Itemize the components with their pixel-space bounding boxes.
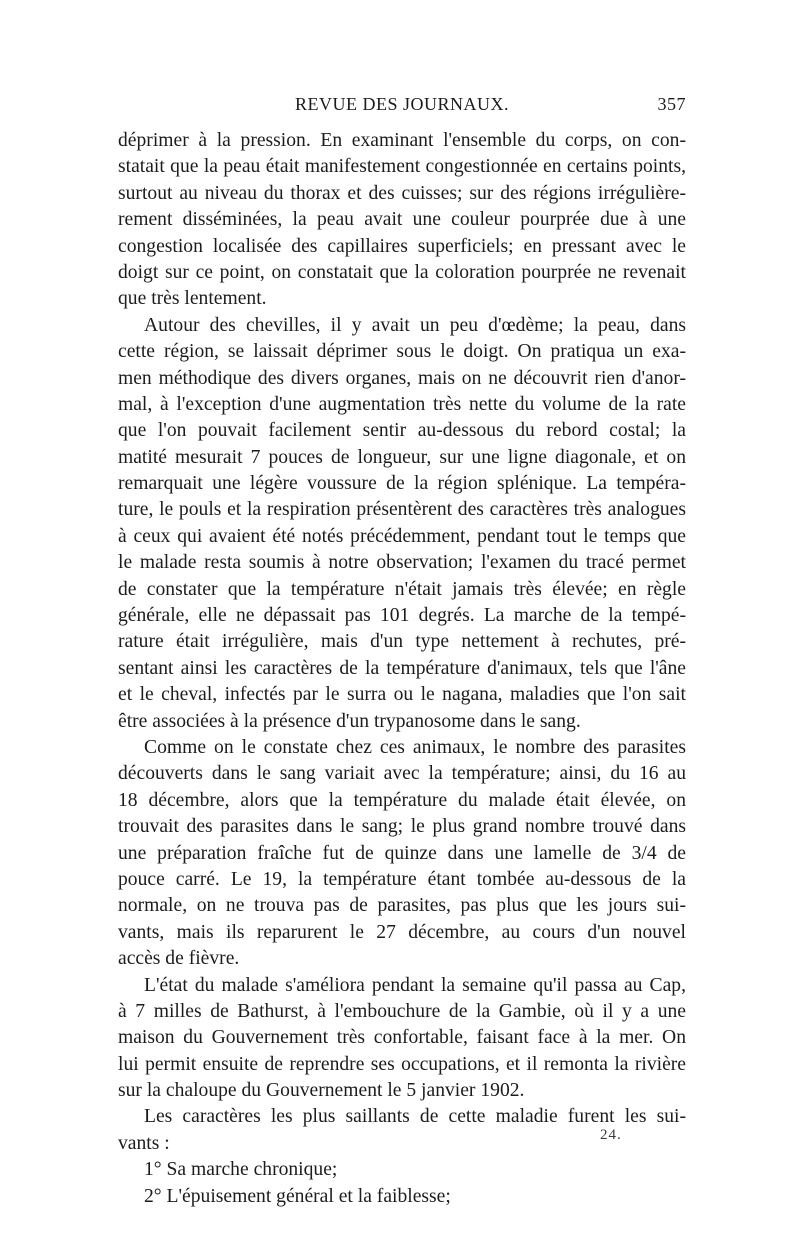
text-line: matité mesurait 7 pouces de longueur, sur une ligne diagonale, et on [118, 446, 686, 468]
text-line: accès de fièvre. [118, 948, 240, 970]
running-head [118, 94, 686, 120]
text-line: pouce carré. Le 19, la température étant tombée au-dessous de la [118, 868, 686, 890]
text-line: de constater que la température n'était jamais très élevée; en règle [118, 578, 686, 600]
text-line: doigt sur ce point, on constatait que la coloration pourprée ne revenait [118, 261, 686, 283]
text-line: trouvait des parasites dans le sang; le plus grand nombre trouvé dans [118, 816, 686, 838]
text-line: déprimer à la pression. En examinant l'ensemble du corps, on con- [118, 130, 686, 151]
running-title: REVUE DES JOURNAUX. [294, 94, 509, 114]
text-line: 18 décembre, alors que la température du malade était élevée, on [118, 789, 686, 811]
text-line: Les caractères les plus saillants de cette maladie furent les sui- [144, 1106, 686, 1128]
text-line: 1° Sa marche chronique; [144, 1159, 338, 1181]
text-line: découverts dans le sang variait avec la température; ainsi, du 16 au [118, 763, 686, 785]
text-line: et le cheval, infectés par le surra ou le nagana, maladies que l'on sait [118, 684, 686, 706]
text-line: statait que la peau était manifestement congestionnée en certains points, [118, 156, 686, 178]
text-line: que très lentement. [118, 288, 267, 310]
text-line: normale, on ne trouva pas de parasites, pas plus que les jours sui- [118, 895, 686, 917]
text-line: mal, à l'exception d'une augmentation très nette du volume de la rate [118, 393, 686, 415]
text-line: à 7 milles de Bathurst, à l'embouchure de la Gambie, où il y a une [118, 1000, 686, 1022]
text-line: remarquait une légère voussure de la région splénique. La tempéra- [118, 473, 686, 495]
text-line: Comme on le constate chez ces animaux, le nombre des parasites [144, 736, 686, 758]
body-text [118, 128, 686, 1210]
text-line: générale, elle ne dépassait pas 101 degrés. La marche de la tempé- [118, 605, 686, 627]
text-line: rature était irrégulière, mais d'un type nettement à rechutes, pré- [118, 631, 686, 653]
text-line: ture, le pouls et la respiration présentèrent des caractères très analogues [118, 499, 686, 521]
text-line: le malade resta soumis à notre observation; l'examen du tracé permet [118, 552, 686, 574]
text-line: 2° L'épuisement général et la faiblesse; [144, 1185, 451, 1207]
text-line: sentant ainsi les caractères de la température d'animaux, tels que l'âne [118, 657, 686, 679]
text-line: surtout au niveau du thorax et des cuisses; sur des régions irrégulière- [118, 182, 686, 204]
text-line: L'état du malade s'améliora pendant la semaine qu'il passa au Cap, [144, 974, 686, 996]
text-line: être associées à la présence d'un trypanosome dans le sang. [118, 710, 581, 732]
text-line: une préparation fraîche fut de quinze dans une lamelle de 3/4 de [118, 842, 686, 864]
text-line: Autour des chevilles, il y avait un peu d'œdème; la peau, dans [144, 314, 686, 336]
text-line: vants, mais ils reparurent le 27 décembre, au cours d'un nouvel [118, 921, 686, 943]
text-line: congestion localisée des capillaires superficiels; en pressant avec le [118, 235, 686, 257]
text-line: à ceux qui avaient été notés précédemment, pendant tout le temps que [118, 525, 686, 547]
page-number: 357 [657, 94, 686, 114]
text-line: lui permit ensuite de reprendre ses occupations, et il remonta la rivière [118, 1053, 686, 1075]
signature-mark: 24. [600, 1127, 622, 1143]
text-line: vants : [118, 1132, 170, 1154]
text-line: men méthodique des divers organes, mais on ne découvrit rien d'anor- [118, 367, 686, 389]
text-line: maison du Gouvernement très confortable, faisant face à la mer. On [118, 1027, 686, 1049]
text-line: rement disséminées, la peau avait une couleur pourprée due à une [118, 209, 686, 231]
text-line: sur la chaloupe du Gouvernement le 5 janvier 1902. [118, 1080, 525, 1102]
text-line: cette région, se laissait déprimer sous le doigt. On pratiqua un exa- [118, 341, 686, 363]
text-line: que l'on pouvait facilement sentir au-dessous du rebord costal; la [118, 420, 686, 442]
